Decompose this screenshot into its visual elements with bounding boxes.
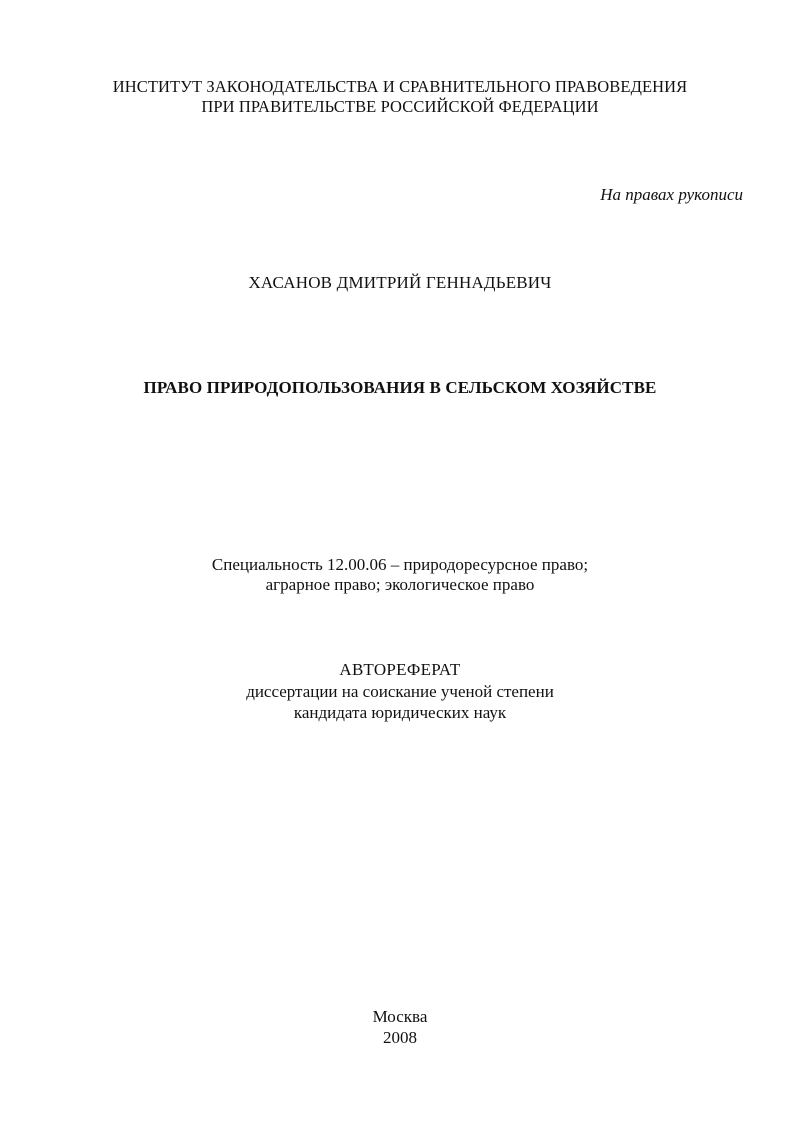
- institution-name-line2: ПРИ ПРАВИТЕЛЬСТВЕ РОССИЙСКОЙ ФЕДЕРАЦИИ: [201, 97, 599, 116]
- specialty-line1: Специальность 12.00.06 – природоресурсное право;: [211, 555, 589, 574]
- manuscript-rights-note: На правах рукописи: [600, 185, 743, 204]
- dissertation-title: ПРАВО ПРИРОДОПОЛЬЗОВАНИЯ В СЕЛЬСКОМ ХОЗЯЙСТВЕ: [143, 378, 657, 397]
- degree-line2: кандидата юридических наук: [293, 703, 507, 722]
- publication-city: Москва: [372, 1007, 428, 1026]
- specialty-line2: аграрное право; экологическое право: [265, 575, 535, 594]
- degree-line1: диссертации на соискание ученой степени: [246, 682, 554, 701]
- author-name: ХАСАНОВ ДМИТРИЙ ГЕННАДЬЕВИЧ: [248, 273, 552, 292]
- institution-name-line1: ИНСТИТУТ ЗАКОНОДАТЕЛЬСТВА И СРАВНИТЕЛЬНОГО ПРАВОВЕДЕНИЯ: [112, 77, 688, 96]
- publication-year: 2008: [383, 1028, 417, 1047]
- document-type-label: АВТОРЕФЕРАТ: [339, 660, 461, 679]
